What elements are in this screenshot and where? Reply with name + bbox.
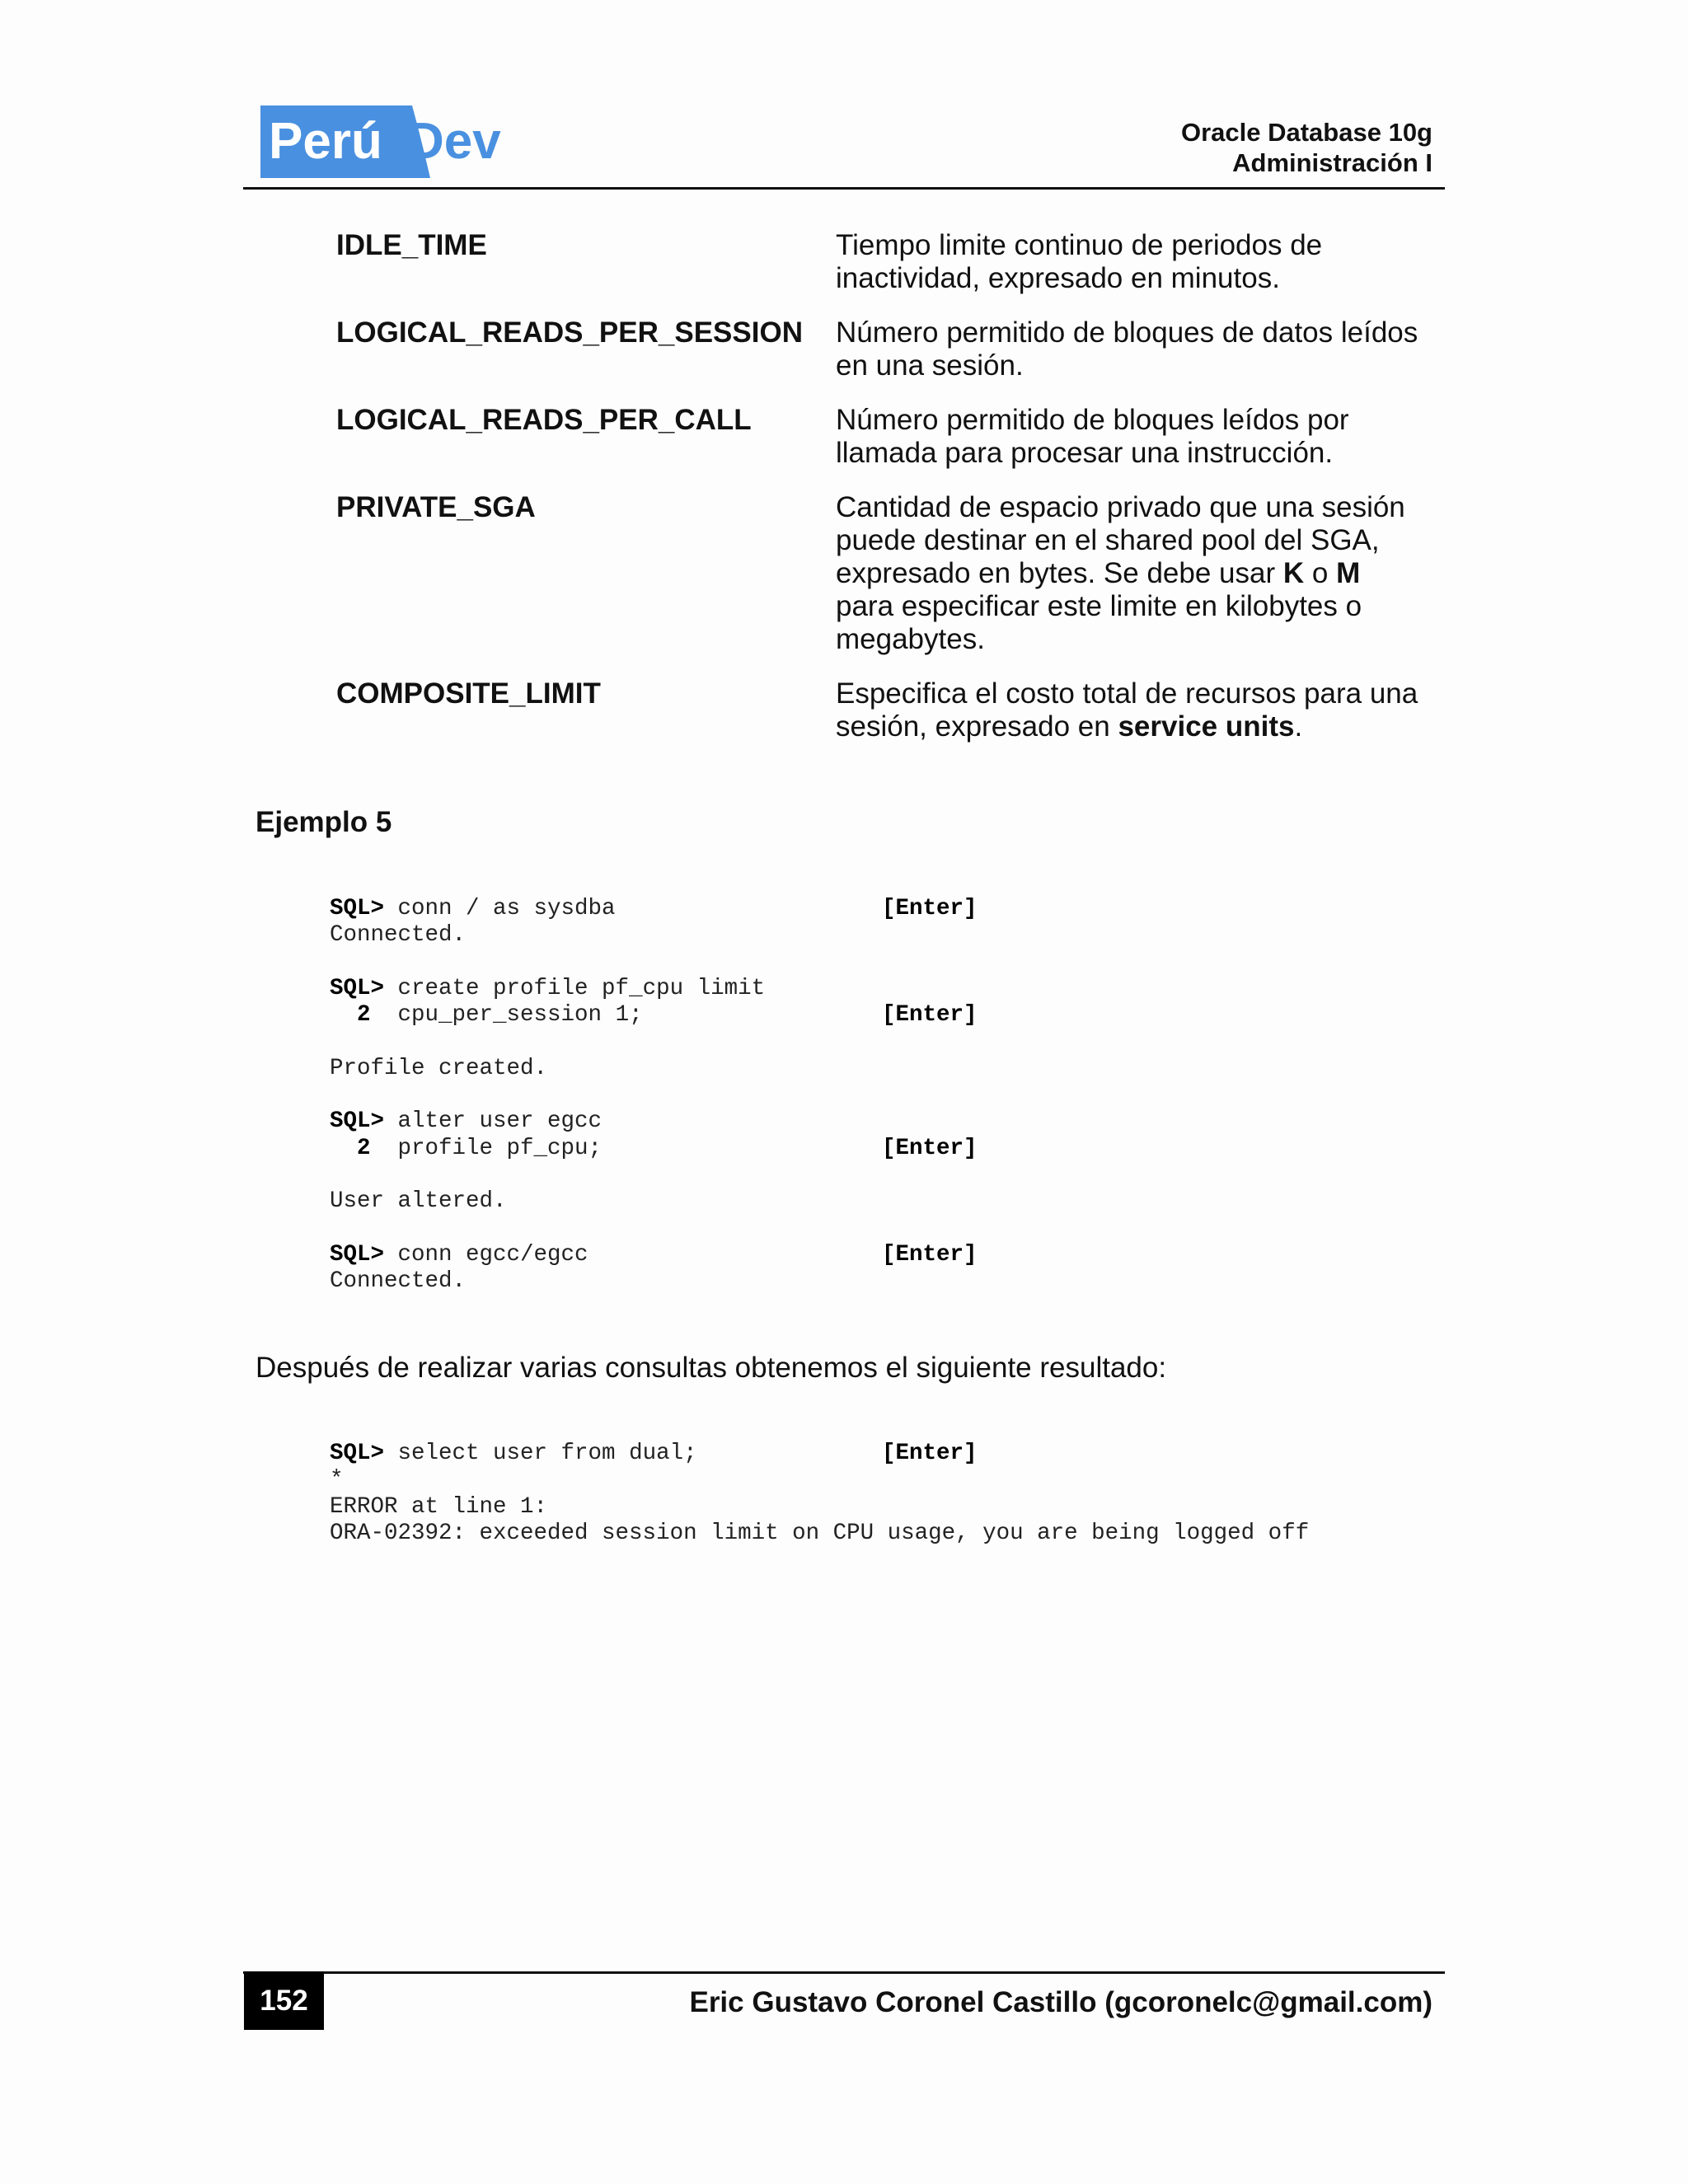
param-desc bbox=[836, 404, 1424, 470]
sql-command: conn / as sysdba bbox=[384, 896, 616, 921]
param-desc-text: . bbox=[1294, 710, 1303, 743]
footer-author: Eric Gustavo Coronel Castillo (gcoronelc@gmail.com) bbox=[689, 1986, 1432, 2018]
sql-prompt: SQL> bbox=[330, 1108, 385, 1135]
code-line: * bbox=[330, 1467, 344, 1493]
param-row bbox=[336, 404, 1424, 470]
code-line: Profile created. bbox=[330, 1055, 548, 1081]
code-line bbox=[330, 1242, 1442, 1268]
enter-key-label: [Enter] bbox=[882, 1441, 978, 1466]
param-desc-line: para especificar este limite en kilobytes o bbox=[836, 590, 1362, 622]
code-line bbox=[330, 1441, 1442, 1467]
sql-prompt: SQL> bbox=[330, 975, 385, 1001]
param-desc bbox=[836, 316, 1424, 382]
header-title bbox=[1181, 117, 1432, 178]
param-desc-line: Número permitido de bloques de datos leídos bbox=[836, 316, 1418, 349]
header-title-line2: Administración I bbox=[1232, 148, 1432, 177]
param-desc bbox=[836, 677, 1424, 743]
param-name: LOGICAL_READS_PER_CALL bbox=[336, 404, 752, 436]
header-divider bbox=[243, 187, 1445, 190]
param-desc-line: Tiempo limite continuo de periodos de bbox=[836, 229, 1323, 261]
param-desc-line: en una sesión. bbox=[836, 349, 1024, 382]
param-desc-line: Cantidad de espacio privado que una sesión bbox=[836, 491, 1405, 523]
param-desc-line: Especifica el costo total de recursos para una bbox=[836, 677, 1418, 710]
sql-command: profile pf_cpu; bbox=[370, 1135, 603, 1161]
code-line bbox=[330, 1002, 1442, 1029]
code-block-2 bbox=[330, 1441, 1442, 1547]
code-line bbox=[330, 1136, 1442, 1162]
code-line: Connected. bbox=[330, 922, 467, 949]
param-desc-line bbox=[836, 710, 1424, 743]
code-line: ORA-02392: exceeded session limit on CPU usage, you are being logged off bbox=[330, 1520, 1310, 1546]
param-name: LOGICAL_READS_PER_SESSION bbox=[336, 316, 803, 349]
param-desc-text: expresado en bytes. Se debe usar bbox=[836, 557, 1283, 589]
code-line bbox=[330, 976, 1442, 1002]
param-row bbox=[336, 229, 1424, 295]
param-name: IDLE_TIME bbox=[336, 229, 487, 261]
enter-key-label: [Enter] bbox=[882, 1002, 978, 1029]
param-desc-text: o bbox=[1304, 557, 1337, 589]
sql-command: conn egcc/egcc bbox=[384, 1241, 588, 1268]
line-number: 2 bbox=[357, 1135, 371, 1161]
param-desc bbox=[836, 229, 1424, 295]
code-line: Connected. bbox=[330, 1268, 467, 1295]
param-desc-line: megabytes. bbox=[836, 623, 985, 655]
code-line bbox=[330, 896, 1442, 922]
header-title-line1: Oracle Database 10g bbox=[1180, 118, 1432, 147]
param-desc-line: puede destinar en el shared pool del SGA, bbox=[836, 524, 1380, 556]
sql-command: create profile pf_cpu limit bbox=[384, 975, 766, 1001]
param-name: PRIVATE_SGA bbox=[336, 491, 536, 523]
logo-text-peru: Perú bbox=[269, 113, 382, 170]
sql-prompt: SQL> bbox=[330, 896, 385, 921]
body-paragraph: Después de realizar varias consultas obtenemos el siguiente resultado: bbox=[256, 1352, 1167, 1384]
enter-key-label: [Enter] bbox=[882, 1135, 978, 1161]
page-number: 152 bbox=[244, 1971, 324, 2030]
param-row bbox=[336, 677, 1424, 743]
code-line: User altered. bbox=[330, 1188, 507, 1215]
sql-prompt: SQL> bbox=[330, 1241, 385, 1268]
enter-key-label: [Enter] bbox=[882, 1241, 978, 1268]
logo-text-dev: Dev bbox=[407, 113, 501, 170]
code-line bbox=[330, 1108, 1442, 1135]
param-desc-bold: service units bbox=[1118, 710, 1295, 743]
footer-divider bbox=[243, 1971, 1445, 1974]
enter-key-label: [Enter] bbox=[882, 896, 978, 921]
param-desc-bold: K bbox=[1282, 557, 1305, 589]
sql-command: select user from dual; bbox=[384, 1441, 697, 1466]
param-desc bbox=[836, 491, 1424, 656]
param-desc-line: llamada para procesar una instrucción. bbox=[836, 437, 1334, 469]
param-name: COMPOSITE_LIMIT bbox=[336, 677, 601, 710]
parameter-table bbox=[336, 229, 1424, 765]
line-number: 2 bbox=[357, 1002, 371, 1029]
param-desc-line: inactividad, expresado en minutos. bbox=[836, 262, 1280, 294]
sql-prompt: SQL> bbox=[330, 1441, 385, 1466]
param-desc-bold: M bbox=[1336, 557, 1361, 589]
code-block-1 bbox=[330, 896, 1442, 1295]
sql-command: alter user egcc bbox=[384, 1108, 603, 1135]
param-desc-line bbox=[836, 557, 1424, 590]
param-desc-text: sesión, expresado en bbox=[836, 710, 1118, 743]
param-row bbox=[336, 491, 1424, 656]
sql-command: cpu_per_session 1; bbox=[370, 1002, 643, 1029]
peru-dev-logo bbox=[257, 101, 526, 180]
param-row bbox=[336, 316, 1424, 382]
param-desc-line: Número permitido de bloques leídos por bbox=[836, 404, 1349, 436]
example-title: Ejemplo 5 bbox=[256, 806, 392, 838]
code-line: ERROR at line 1: bbox=[330, 1493, 548, 1520]
